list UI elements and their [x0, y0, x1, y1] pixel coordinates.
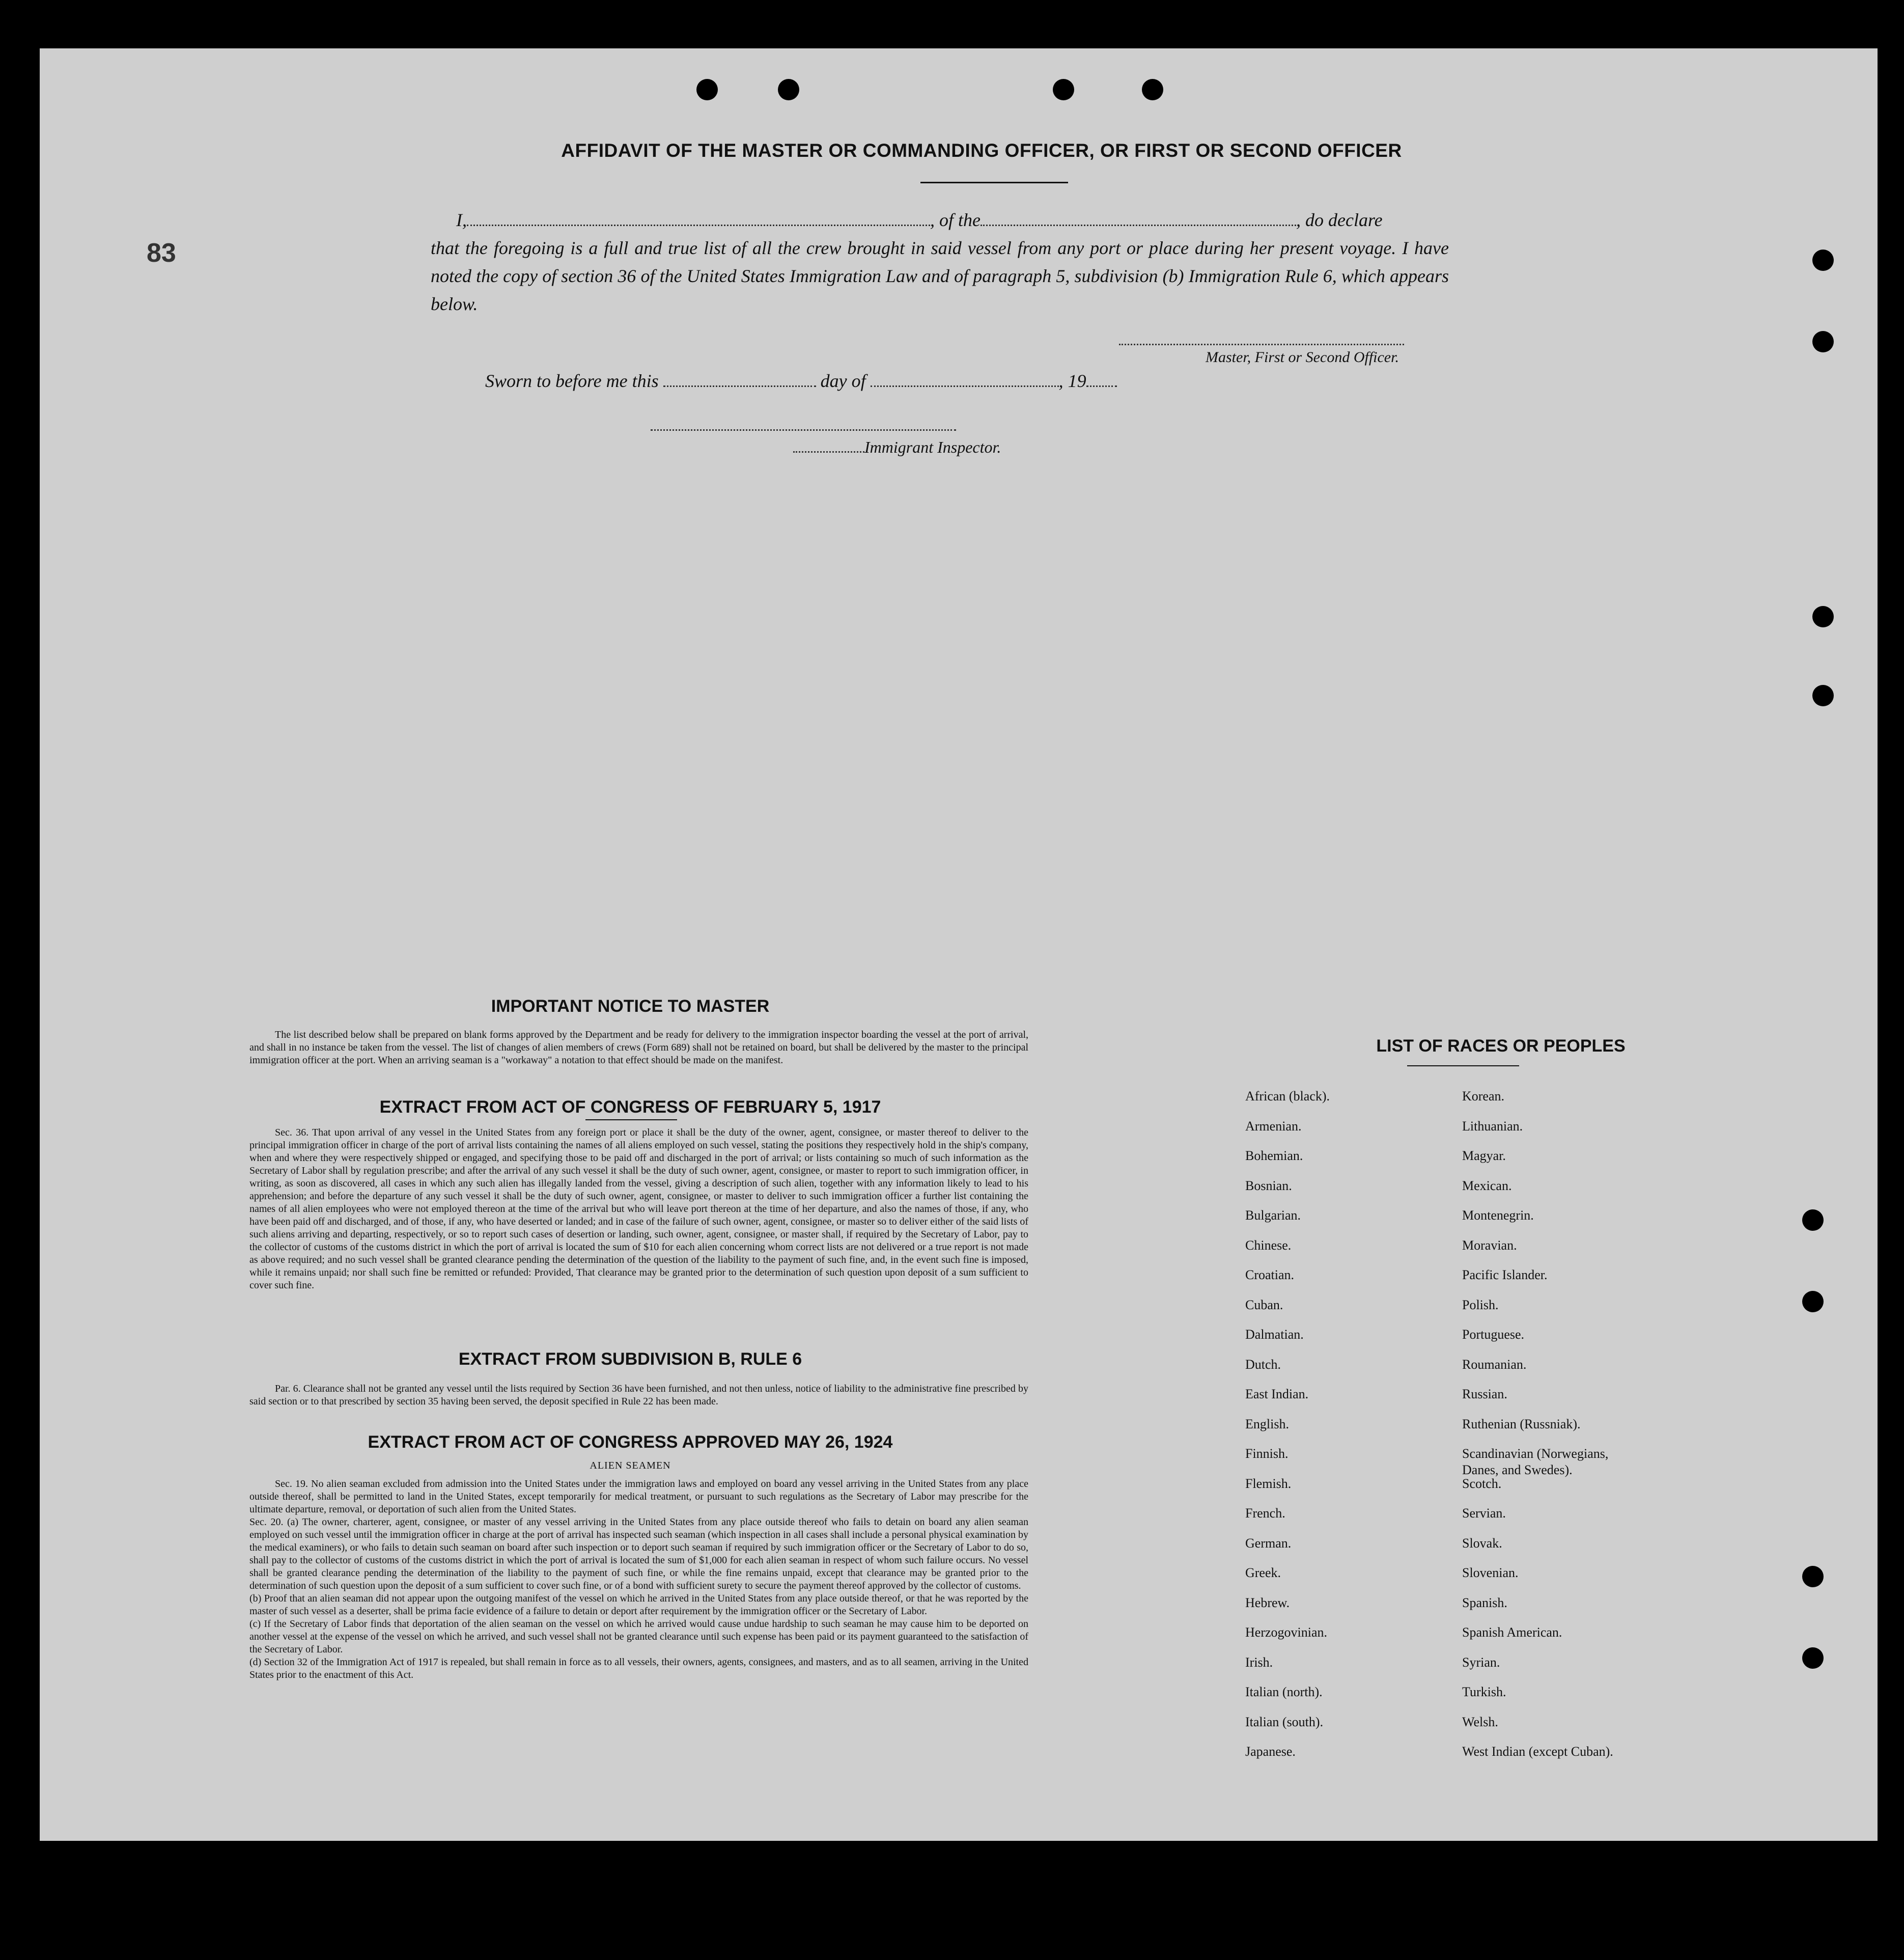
- race-item: Spanish American.: [1462, 1625, 1562, 1640]
- punch-hole: [1812, 250, 1834, 271]
- sworn-day-field[interactable]: [663, 370, 816, 387]
- race-item: Lithuanian.: [1462, 1118, 1523, 1134]
- sworn-year-prefix: , 19: [1058, 371, 1086, 391]
- notice-text: The list described below shall be prepared on blank forms approved by the Department and be ready for delivery to the immigration inspector boarding the vessel at the port of arrival, and shall in no instance be taken from the vessel. The list of changes of alien members of crews (Form 689) shall not be retained on board, but shall be delivered by the master to the principal immigration officer at the port. When an arriving seaman is a "workaway" a notation to that effect should be made on the manifest.: [249, 1029, 1028, 1066]
- race-item: Armenian.: [1245, 1118, 1302, 1134]
- races-column-2: [1462, 1088, 1706, 1774]
- race-item: Greek.: [1245, 1565, 1281, 1580]
- race-item: Scotch.: [1462, 1476, 1502, 1491]
- race-item: Slovak.: [1462, 1535, 1502, 1551]
- divider: [1407, 1065, 1519, 1066]
- punch-hole: [1802, 1647, 1824, 1669]
- affidavit-title: AFFIDAVIT OF THE MASTER OR COMMANDING OFFICER, OR FIRST OR SECOND OFFICER: [561, 140, 1402, 161]
- race-item: Ruthenian (Russniak).: [1462, 1416, 1581, 1431]
- sworn-statement: [485, 370, 1117, 392]
- race-item: Montenegrin.: [1462, 1208, 1534, 1223]
- punch-hole: [1812, 685, 1834, 706]
- affidavit-statement: that the foregoing is a full and true list of all the crew brought in said vessel from any port or place during her present voyage. I have noted the copy of section 36 of the United States Immigration Law and of paragraph 5, subdivision (b) Immigration Rule 6, which appears below.: [431, 238, 1449, 314]
- race-item: Dalmatian.: [1245, 1327, 1304, 1342]
- sworn-year-field[interactable]: [1086, 370, 1117, 387]
- races-column-1: [1245, 1088, 1439, 1774]
- race-item: Portuguese.: [1462, 1327, 1525, 1342]
- race-item: Syrian.: [1462, 1654, 1500, 1670]
- race-item: Russian.: [1462, 1387, 1507, 1401]
- race-item: Hebrew.: [1245, 1595, 1290, 1610]
- affidavit-of-the: , of the: [930, 210, 981, 230]
- extract-1917-text: Sec. 36. That upon arrival of any vessel in the United States from any foreign port or place it shall be the duty of the owner, agent, consignee, or master thereof to deliver to the principal immigration officer in charge of the port of arrival lists containing the names of all aliens employed on such vessel, stating the positions they respectively hold in the ship's company, when and where they were respectively shipped or engaged, and specifying those to be paid off and discharged in the port of arrival; or lists containing so much of such information as the Secretary of Labor shall by regulation prescribe; and after the arrival of any such vessel it shall be the duty of such owner, agent, consignee, or master to report to such immigration officer, in writing, as soon as discovered, all cases in which any such alien has illegally landed from the vessel, giving a description of such alien, together with any information likely to lead to his apprehension; and before the departure of any such vessel it shall be the duty of such owner, agent, consignee, or master to deliver to such immigration officer a further list containing the names of all alien employees who were not employed thereon at the time of the arrival but who will leave port thereon at the time of her departure, and also the names of those, if any, who have been paid off and discharged, and of those, if any, who have deserted or landed; and in case of the failure of such owner, agent, consignee, or master so to deliver either of the said lists of such aliens arriving and departing, respectively, or so to report such cases of desertion or landing, such owner, agent, consignee, or master shall, if required by the Secretary of Labor, pay to the collector of customs of the customs district in which the port of arrival is located the sum of $10 for each alien concerning whom correct lists are not delivered or a true report is not made as above required; and no such vessel shall be granted clearance pending the determination of the question of the liability to the payment of such fine, and, in the event such fine is imposed, while it remains unpaid; nor shall such fine be remitted or refunded: Provided, That clearance may be granted prior to the determination of such question upon deposit of a sum sufficient to cover such fine.: [249, 1127, 1028, 1291]
- race-item: German.: [1245, 1535, 1292, 1551]
- race-item: Italian (south).: [1245, 1714, 1324, 1729]
- race-item: Korean.: [1462, 1089, 1505, 1103]
- inspector-line-lead: [793, 439, 864, 453]
- punch-hole: [1802, 1291, 1824, 1312]
- race-item: Scandinavian (Norwegians, Danes, and Swedes).: [1462, 1446, 1609, 1477]
- punch-hole: [778, 79, 799, 100]
- race-item: Pacific Islander.: [1462, 1267, 1548, 1282]
- race-item: Turkish.: [1462, 1685, 1506, 1699]
- notice-title: IMPORTANT NOTICE TO MASTER: [491, 997, 770, 1016]
- races-title: LIST OF RACES OR PEOPLES: [1376, 1036, 1626, 1056]
- page-number: 83: [147, 238, 176, 268]
- extract-1917-title: EXTRACT FROM ACT OF CONGRESS OF FEBRUARY 5, 1917: [379, 1097, 881, 1117]
- inspector-signature-line[interactable]: [651, 429, 956, 431]
- race-item: East Indian.: [1245, 1387, 1309, 1401]
- divider: [920, 182, 1068, 183]
- race-item: Spanish.: [1462, 1595, 1507, 1610]
- race-item: Chinese.: [1245, 1237, 1292, 1253]
- inspector-label: Immigrant Inspector.: [864, 438, 1001, 456]
- race-item: English.: [1245, 1416, 1289, 1431]
- race-item: French.: [1245, 1506, 1285, 1521]
- race-item: Magyar.: [1462, 1148, 1506, 1163]
- race-item: Dutch.: [1245, 1357, 1281, 1372]
- race-item: Herzogovinian.: [1245, 1625, 1328, 1640]
- race-item: Slovenian.: [1462, 1565, 1519, 1580]
- race-item: Welsh.: [1462, 1714, 1498, 1729]
- manifest-page: [40, 48, 1878, 1841]
- signature-line[interactable]: [1119, 344, 1404, 345]
- race-item: Bosnian.: [1245, 1178, 1292, 1193]
- punch-hole: [1812, 331, 1834, 352]
- race-item: African (black).: [1245, 1089, 1330, 1103]
- race-item: Finnish.: [1245, 1446, 1289, 1461]
- sworn-label: Sworn to before me this: [485, 371, 659, 391]
- affidavit-declare: , do declare: [1296, 210, 1383, 230]
- extract-1924-subtitle: ALIEN SEAMEN: [590, 1460, 671, 1471]
- sworn-day-of: day of: [820, 371, 866, 391]
- race-item: Mexican.: [1462, 1178, 1512, 1193]
- race-item: Irish.: [1245, 1654, 1273, 1670]
- divider: [585, 1119, 677, 1120]
- punch-hole: [1142, 79, 1163, 100]
- affidavit-i: I,: [456, 210, 467, 230]
- extract-1924-text: Sec. 19. No alien seaman excluded from admission into the United States under the immigration laws and employed on board any vessel arriving in the United States from any place outside thereof, shall be permitted to land in the United States, except temporarily for medical treatment, or pursuant to such regulations as the Secretary of Labor may prescribe for the ultimate departure, removal, or deportation of such alien from the United States. Sec. 20. (a) The owner, charterer, agent, consignee, or master of any vessel arriving in the United States from any place outside thereof who fails to detain on board any alien seaman employed on such vessel until the immigration officer in charge at the port of arrival has inspected such seaman (which inspection in all cases shall include a personal physical examination by the medical examiners), or who fails to detain such seaman on board after such inspection or to deport such seaman if required by such immigration officer or the Secretary of Labor to do so, shall pay to the collector of customs of the customs district in which the port of arrival is located the sum of $1,000 for each alien seaman in respect of whom such failure occurs. No vessel shall be granted clearance pending the determination of the liability to the payment of such fine, or while the fine remains unpaid, except that clearance may be granted prior to the determination of such question upon the deposit of a sum sufficient to cover such fine, or of a bond with sufficient surety to secure the payment thereof approved by the collector of customs. (b) Proof that an alien seaman did not appear upon the outgoing manifest of the vessel on which he arrived in the United States from any place outside thereof, or that he was reported by the master of such vessel as a deserter, shall be prima facie evidence of a failure to detain or deport after requirement by the immigration officer or the Secretary of Labor. (c) If the Secretary of Labor finds that deportation of the alien seaman on the vessel on which he arrived would cause undue hardship to such seaman he may cause him to be deported on another vessel at the expense of the vessel on which he arrived, and such vessel shall not be granted clearance until such expense has been paid or its payment guaranteed to the satisfaction of the Secretary of Labor. (d) Section 32 of the Immigration Act of 1917 is repealed, but shall remain in force as to all vessels, their owners, agents, consignees, and masters, and as to all seamen, arriving in the United States prior to the enactment of this Act.: [249, 1478, 1028, 1680]
- punch-hole: [1802, 1209, 1824, 1231]
- punch-hole: [696, 79, 718, 100]
- race-item: Croatian.: [1245, 1267, 1295, 1282]
- race-item: Italian (north).: [1245, 1685, 1323, 1699]
- race-item: Polish.: [1462, 1297, 1499, 1312]
- race-item: Cuban.: [1245, 1297, 1283, 1312]
- race-item: Japanese.: [1245, 1744, 1296, 1759]
- race-item: Bohemian.: [1245, 1148, 1303, 1163]
- punch-hole: [1053, 79, 1074, 100]
- race-item: Moravian.: [1462, 1237, 1517, 1253]
- race-item: Flemish.: [1245, 1476, 1292, 1491]
- sworn-month-field[interactable]: [871, 370, 1059, 387]
- race-item: Roumanian.: [1462, 1357, 1527, 1372]
- extract-rule6-title: EXTRACT FROM SUBDIVISION B, RULE 6: [458, 1349, 802, 1369]
- extract-1924-title: EXTRACT FROM ACT OF CONGRESS APPROVED MAY 26, 1924: [368, 1432, 893, 1452]
- punch-hole: [1802, 1566, 1824, 1587]
- race-item: Servian.: [1462, 1506, 1506, 1521]
- extract-rule6-text: Par. 6. Clearance shall not be granted any vessel until the lists required by Section 36 have been furnished, and not then unless, notice of liability to the administrative fine prescribed by said section or to that prescribed by section 35 having been served, the deposit specified in Rule 22 has been made.: [249, 1383, 1028, 1407]
- name-field[interactable]: [467, 209, 930, 226]
- affidavit-body: [431, 206, 1449, 318]
- race-item: West Indian (except Cuban).: [1462, 1744, 1613, 1759]
- vessel-field[interactable]: [981, 209, 1296, 226]
- punch-hole: [1812, 606, 1834, 627]
- inspector-line-row: [793, 438, 1001, 457]
- race-item: Bulgarian.: [1245, 1208, 1301, 1223]
- signature-label: Master, First or Second Officer.: [1206, 349, 1399, 366]
